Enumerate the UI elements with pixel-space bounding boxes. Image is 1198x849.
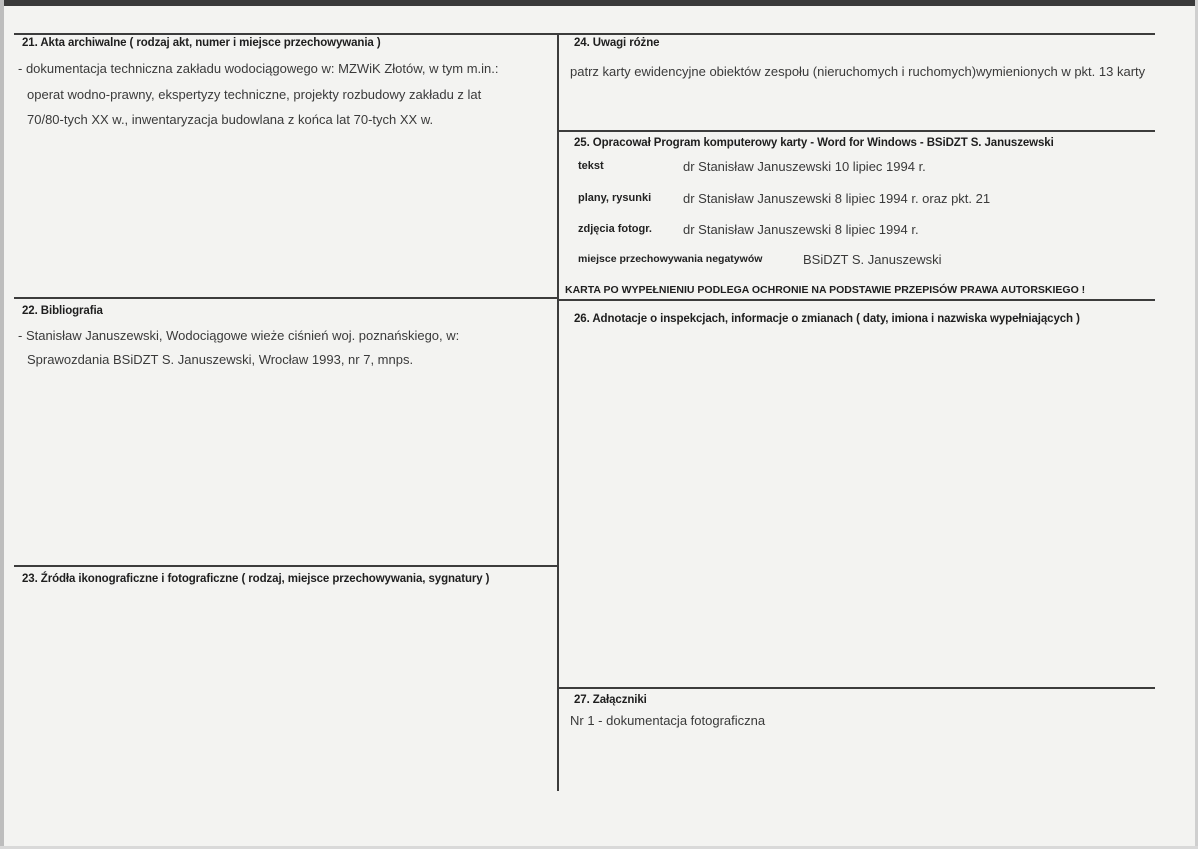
paper-top-edge xyxy=(0,0,1198,6)
tekst-value: dr Stanisław Januszewski 10 lipiec 1994 r. xyxy=(683,159,926,174)
section-22-line-2: Sprawozdania BSiDZT S. Januszewski, Wrocław 1993, nr 7, mnps. xyxy=(27,352,414,367)
center-divider xyxy=(557,33,559,791)
copyright-notice: KARTA PO WYPEŁNIENIU PODLEGA OCHRONIE NA PODSTAWIE PRZEPISÓW PRAWA AUTORSKIEGO ! xyxy=(565,284,1086,296)
negatives-storage-value: BSiDZT S. Januszewski xyxy=(803,252,942,267)
zdjecia-label: zdjęcia fotogr. xyxy=(578,223,652,235)
rule-right-26 xyxy=(558,299,1155,301)
section-21-line-3: 70/80-tych XX w., inwentaryzacja budowlana z końca lat 70-tych XX w. xyxy=(27,112,434,127)
section-21-line-2: operat wodno-prawny, ekspertyzy techniczne, projekty rozbudowy zakładu z lat xyxy=(27,87,482,102)
rule-right-25 xyxy=(558,130,1155,132)
top-rule-left xyxy=(14,33,558,35)
paper-left-edge xyxy=(0,0,4,849)
section-21-line-1: - dokumentacja techniczna zakładu wodociągowego w: MZWiK Złotów, w tym m.in.: xyxy=(18,61,499,76)
section-21-heading: 21. Akta archiwalne ( rodzaj akt, numer i miejsce przechowywania ) xyxy=(22,37,381,49)
zdjecia-value: dr Stanisław Januszewski 8 lipiec 1994 r. xyxy=(683,222,919,237)
section-27-text: Nr 1 - dokumentacja fotograficzna xyxy=(570,713,766,728)
section-23-heading: 23. Źródła ikonograficzne i fotograficzne ( rodzaj, miejsce przechowywania, sygnatury ) xyxy=(22,573,490,585)
plany-label: plany, rysunki xyxy=(578,192,652,204)
rule-left-23 xyxy=(14,565,558,567)
plany-value: dr Stanisław Januszewski 8 lipiec 1994 r. oraz pkt. 21 xyxy=(683,191,991,206)
section-26-heading: 26. Adnotacje o inspekcjach, informacje o zmianach ( daty, imiona i nazwiska wypełniających ) xyxy=(574,313,1080,325)
section-22-heading: 22. Bibliografia xyxy=(22,305,103,317)
section-24-text: patrz karty ewidencyjne obiektów zespołu (nieruchomych i ruchomych)wymienionych w pkt. 13 karty xyxy=(570,64,1146,79)
top-rule-right xyxy=(558,33,1155,35)
rule-left-22 xyxy=(14,297,558,299)
section-24-heading: 24. Uwagi różne xyxy=(574,37,660,49)
negatives-storage-label: miejsce przechowywania negatywów xyxy=(578,253,763,265)
tekst-label: tekst xyxy=(578,160,604,172)
rule-right-27 xyxy=(558,687,1155,689)
section-22-line-1: - Stanisław Januszewski, Wodociągowe wieże ciśnień woj. poznańskiego, w: xyxy=(18,328,460,343)
section-25-heading: 25. Opracował Program komputerowy karty - Word for Windows - BSiDZT S. Januszewski xyxy=(574,137,1054,149)
section-27-heading: 27. Załączniki xyxy=(574,694,647,706)
